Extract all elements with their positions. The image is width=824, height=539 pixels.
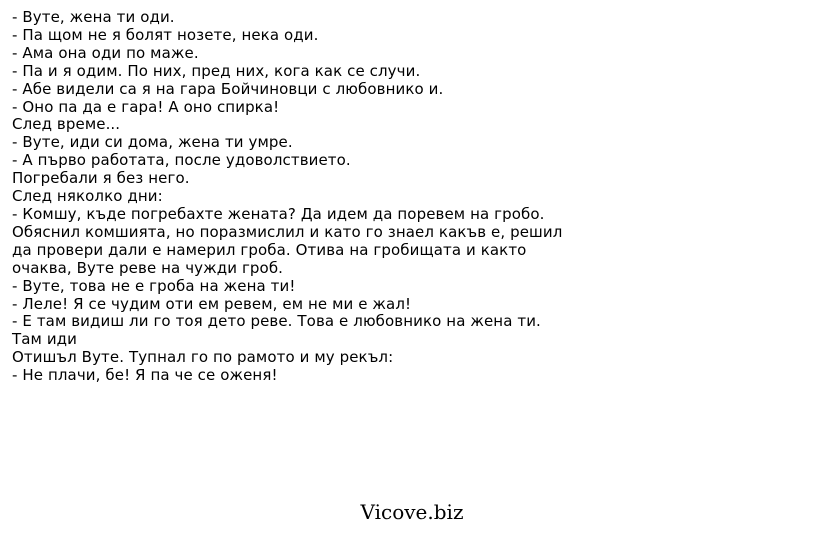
joke-line: Обяснил комшията, но поразмислил и като го знаел какъв е, решил <box>12 222 563 241</box>
joke-line: - Вуте, иди си дома, жена ти умре. <box>12 133 293 152</box>
joke-text <box>12 9 812 385</box>
joke-line: Отишъл Вуте. Тупнал го по рамото и му рекъл: <box>12 348 394 367</box>
joke-line: - Па щом не я болят нозете, нека оди. <box>12 25 319 44</box>
joke-line: - А първо работата, после удоволствието. <box>12 151 351 170</box>
joke-line: - Па и я одим. По них, пред них, кога как се случи. <box>12 61 421 80</box>
joke-line: Там иди <box>12 330 78 349</box>
joke-line: - Ама она оди по маже. <box>12 43 199 62</box>
joke-line: - Леле! Я се чудим оти ем ревем, ем не ми е жал! <box>12 294 412 313</box>
joke-line: След време... <box>12 115 121 134</box>
joke-line: очаква, Вуте реве на чужди гроб. <box>12 258 284 277</box>
joke-line: - Вуте, жена ти оди. <box>12 8 175 26</box>
joke-line: - Вуте, това не е гроба на жена ти! <box>12 276 296 295</box>
joke-line: - Не плачи, бе! Я па че се оженя! <box>12 366 278 385</box>
site-watermark: Vicove.biz <box>360 500 464 524</box>
joke-line: - Е там видиш ли го тоя дето реве. Това е любовнико на жена ти. <box>12 312 541 331</box>
joke-line: След няколко дни: <box>12 187 163 206</box>
joke-line: - Оно па да е гара! А оно спирка! <box>12 97 280 116</box>
joke-line: - Комшу, къде погребахте жената? Да идем да поревем на гробо. <box>12 204 545 223</box>
joke-line: да провери дали е намерил гроба. Отива на гробищата и както <box>12 240 527 259</box>
joke-line: - Абе видели са я на гара Бойчиновци с любовнико и. <box>12 79 444 98</box>
joke-line: Погребали я без него. <box>12 169 190 188</box>
